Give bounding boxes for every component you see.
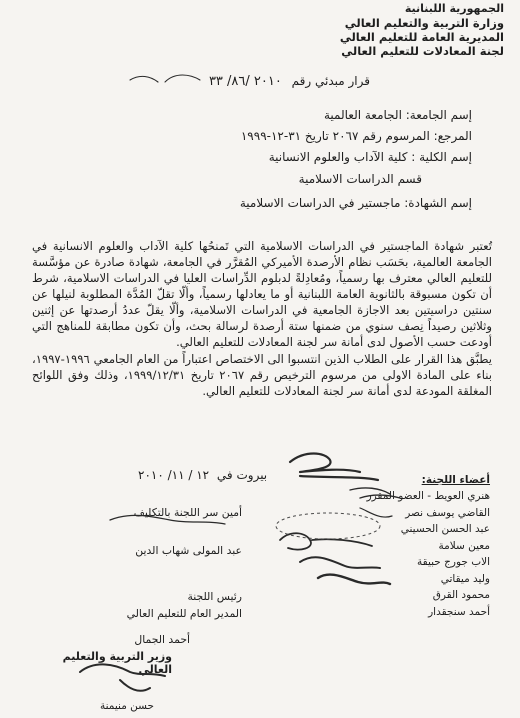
committee-member: القاضي يوسف نصر <box>405 506 490 519</box>
field-reference: المرجع: المرسوم رقم ٢٠٦٧ تاريخ ٣١-١٢-١٩٩٩ <box>240 129 472 143</box>
issue-date-value: ١٢ / ١١/ ٢٠١٠ <box>138 468 210 482</box>
committee-member: وليد ميقاتي <box>440 572 490 585</box>
secretary-name: عبد المولى شهاب الدين <box>135 544 242 557</box>
body-paragraph-1: تُعتبر شهادة الماجستير في الدراسات الاسلامية التي تَمنحُها كلية الآداب والعلوم الانسانية في الجامعة العالمية، بحَسَب نظام الأرصدة الأميركي المُقرَّر في الجامعة، شهادة صادرة عن مؤسَّسة للتعليم العالي معترف بها رسمياً، ومُعادِلةً لدبلوم الدِّراسات العليا في الدراسات الاسلامية، شرط أن تكون مسبوقة بالثانوية العامة اللبنانية أو ما يعادلها رسمياً، وألّا تقلّ المُدَّة المطلوبة لنيلها عن سنتين دراسيتين بعد الاجازة الجامعية في الدراسات الاسلامية، وألّا يقلّ عددُ أرصدتها عن إثنين وثلاثين رصيداً نِصف سنوي من ضمنها ستة أرصدة لرسالة بحث، وأن تكون مطابقة للمناهج التي أودعت حسب الأصول لدى أمانة سر لجنة المعادلات للتعليم العالي. <box>32 239 492 349</box>
decision-ref <box>209 74 370 89</box>
field-department: قسم الدراسات الاسلامية <box>298 172 422 186</box>
letterhead-directorate: المديرية العامة للتعليم العالي <box>339 30 504 44</box>
decision-body <box>32 238 492 400</box>
letterhead <box>340 2 504 58</box>
issue-date <box>138 468 267 482</box>
committee-member: عبد الحسن الحسيني <box>400 523 490 535</box>
committee-member: الاب جورج حبيقة <box>417 556 490 568</box>
minister-name: حسن منيمنة <box>100 700 155 712</box>
letterhead-committee: لجنة المعادلات للتعليم العالي <box>341 44 504 58</box>
chair-title: رئيس اللجنة <box>187 590 242 603</box>
committee-member: أحمد سنجقدار <box>428 605 490 618</box>
field-faculty: إسم الكلية : كلية الآداب والعلوم الانسانية <box>268 150 472 164</box>
letterhead-ministry: وزارة التربية والتعليم العالي <box>344 16 504 30</box>
signature-ref-handwriting <box>130 75 200 82</box>
committee-title: أعضاء اللجنة: <box>421 474 490 486</box>
field-university: إسم الجامعة: الجامعة العالمية <box>323 108 472 122</box>
committee-member: معين سلامة <box>438 539 490 552</box>
body-paragraph-2: يطبَّق هذا القرار على الطلاب الذين انتسبوا الى الاختصاص اعتباراً من العام الجامعي ١٩٩٦-١٩٩٧، بناء على المادة الاولى من مرسوم الترخيص رقم ٢٠٦٧ تاريخ ١٩٩٩/١٢/٣١، وذلك وفق اللوائح المغلقة المودعة لدى أمانة سر لجنة المعادلات للتعليم العالي. <box>32 352 492 398</box>
secretary-title: أمين سر اللجنة بالتكليف <box>133 506 242 519</box>
committee-member: محمود القرق <box>432 589 490 601</box>
signature-habiqa <box>280 533 372 549</box>
chair-name: أحمد الجمال <box>134 633 190 646</box>
committee-member: هنري العويط - العضو المقرر <box>366 490 490 502</box>
minister-title: وزير التربية والتعليم العالي <box>62 650 172 676</box>
issue-date-label: بيروت في <box>216 468 268 482</box>
decision-ref-label: قرار مبدئي رقم <box>291 74 370 88</box>
committee-members <box>360 474 490 622</box>
chair-subtitle: المدير العام للتعليم العالي <box>126 607 242 620</box>
field-degree: إسم الشهادة: ماجستير في الدراسات الاسلامية <box>239 196 472 210</box>
letterhead-republic: الجمهورية اللبنانية <box>404 2 504 15</box>
decision-ref-number: ٢٠١٠ /٨٦/ ٣٣ <box>208 74 282 89</box>
